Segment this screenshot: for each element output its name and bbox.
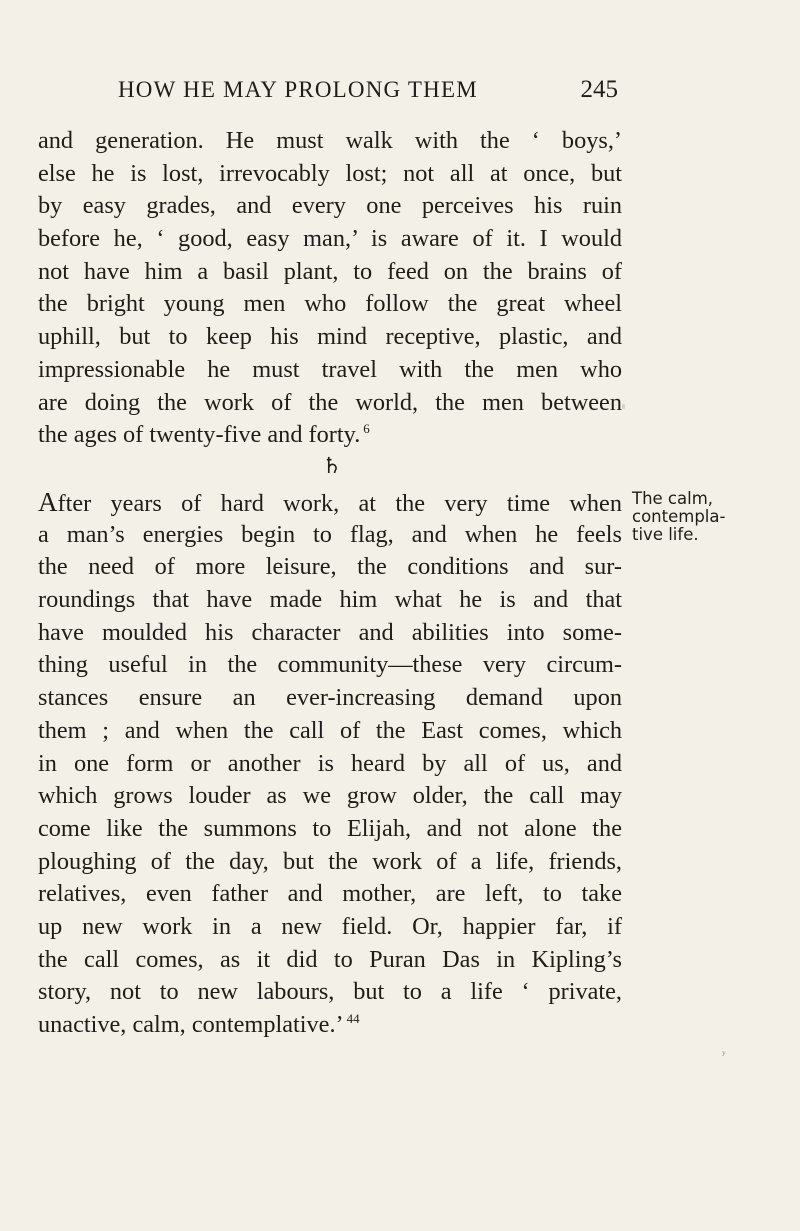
running-head bbox=[118, 76, 618, 104]
text-line-content: the ages of twenty-five and forty. bbox=[38, 421, 361, 449]
text-line: roundings that have made him what he is and that bbox=[38, 586, 622, 614]
text-line: not have him a basil plant, to feed on the brains of bbox=[38, 257, 622, 285]
text-line: and generation. He must walk with the ‘ boys,’ bbox=[38, 127, 622, 154]
text-line: in one form or another is heard by all of us, and bbox=[38, 749, 622, 777]
text-line: uphill, but to keep his mind receptive, plastic, and bbox=[38, 323, 622, 351]
marginal-note bbox=[632, 490, 797, 544]
text-line: are doing the work of the world, the men between bbox=[38, 388, 622, 416]
text-line: ploughing of the day, but the work of a life, friends, bbox=[38, 847, 622, 875]
text-line-content: fter years of hard work, at the very time when bbox=[57, 490, 622, 517]
text-line-content: unactive, calm, contemplative.’ bbox=[38, 1011, 344, 1038]
paragraph-1 bbox=[38, 125, 622, 452]
text-line: the bright young men who follow the great wheel bbox=[38, 290, 622, 318]
footnote-reference[interactable]: 6 bbox=[363, 421, 370, 437]
text-line: a man’s energies begin to flag, and when he feels bbox=[38, 520, 622, 548]
text-line: stances ensure an ever-increasing demand upon bbox=[38, 684, 622, 712]
page-number: 245 bbox=[580, 76, 618, 103]
text-line: come like the summons to Elijah, and not alone the bbox=[38, 814, 622, 842]
section-ornament: ♄ bbox=[322, 454, 342, 479]
text-line: relatives, even father and mother, are left, to take bbox=[38, 880, 622, 908]
text-line: story, not to new labours, but to a life ‘ private, bbox=[38, 978, 622, 1006]
text-line: by easy grades, and every one perceives his ruin bbox=[38, 192, 622, 220]
footnote-reference[interactable]: 44 bbox=[346, 1010, 360, 1026]
text-line bbox=[38, 486, 622, 519]
initial-letter: A bbox=[38, 487, 58, 517]
text-line: thing useful in the community—these very circum- bbox=[38, 651, 622, 679]
paper-speck bbox=[622, 404, 625, 409]
text-line: the call comes, as it did to Puran Das in Kipling’s bbox=[38, 945, 622, 973]
text-line: the need of more leisure, the conditions and sur- bbox=[38, 553, 622, 581]
marginal-note-line: contempla- bbox=[632, 507, 726, 526]
text-line-last bbox=[38, 419, 622, 452]
printer-mark: ʸ bbox=[722, 1050, 727, 1061]
text-line: have moulded his character and abilities into some- bbox=[38, 618, 622, 646]
text-line: before he, ‘ good, easy man,’ is aware of it. I would bbox=[38, 225, 622, 253]
marginal-note-line: The calm, bbox=[632, 489, 714, 508]
text-line: else he is lost, irrevocably lost; not all at once, but bbox=[38, 159, 622, 187]
text-line: them ; and when the call of the East comes, which bbox=[38, 716, 622, 744]
marginal-note-line: tive life. bbox=[632, 525, 699, 544]
paragraph-2 bbox=[38, 486, 622, 1042]
running-head-title: HOW HE MAY PROLONG THEM bbox=[118, 77, 478, 102]
text-line: up new work in a new field. Or, happier far, if bbox=[38, 912, 622, 940]
text-line-last bbox=[38, 1009, 622, 1042]
text-line: which grows louder as we grow older, the call may bbox=[38, 782, 622, 810]
text-line: impressionable he must travel with the men who bbox=[38, 355, 622, 383]
